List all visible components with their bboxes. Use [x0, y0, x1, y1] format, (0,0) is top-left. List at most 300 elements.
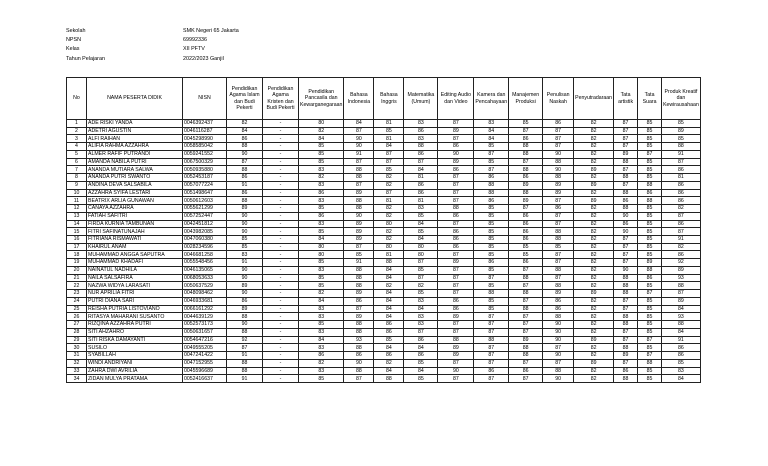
- score-cell: 88: [638, 197, 662, 205]
- score-cell: -: [263, 127, 299, 135]
- score-cell: 93: [662, 313, 701, 321]
- score-cell: 87: [344, 181, 374, 189]
- column-header: Pendidikan Agama Islam dan Budi Pekerti: [227, 78, 263, 120]
- student-name: FITRIANA RISMAWATI: [87, 236, 183, 244]
- nisn-cell: 0047241422: [183, 352, 227, 360]
- score-cell: 82: [374, 174, 404, 182]
- score-cell: 87: [662, 290, 701, 298]
- score-cell: 82: [574, 259, 614, 267]
- score-cell: 83: [404, 297, 438, 305]
- score-cell: 89: [509, 197, 543, 205]
- row-number: 34: [67, 375, 87, 383]
- student-name: SITI AHZAHRO: [87, 328, 183, 336]
- score-cell: 85: [509, 243, 543, 251]
- score-cell: 85: [638, 212, 662, 220]
- score-cell: -: [263, 174, 299, 182]
- nisn-cell: 0066161292: [183, 305, 227, 313]
- score-cell: 89: [574, 166, 614, 174]
- score-cell: 87: [662, 212, 701, 220]
- score-cell: 88: [227, 313, 263, 321]
- score-cell: 85: [638, 243, 662, 251]
- score-cell: 85: [299, 205, 344, 213]
- nisn-cell: 0043982085: [183, 228, 227, 236]
- student-name: SYABILLAH: [87, 352, 183, 360]
- row-number: 31: [67, 352, 87, 360]
- score-cell: 86: [509, 212, 543, 220]
- score-cell: 91: [227, 259, 263, 267]
- score-cell: 87: [404, 274, 438, 282]
- score-cell: 88: [344, 166, 374, 174]
- score-cell: 88: [509, 290, 543, 298]
- score-cell: 87: [543, 143, 574, 151]
- score-cell: 88: [509, 352, 543, 360]
- student-name: FATIAH SAFITRI: [87, 212, 183, 220]
- score-cell: 90: [543, 321, 574, 329]
- score-cell: 87: [543, 127, 574, 135]
- row-number: 18: [67, 251, 87, 259]
- score-cell: 82: [574, 305, 614, 313]
- score-cell: 88: [614, 344, 638, 352]
- score-cell: 85: [227, 243, 263, 251]
- score-cell: 88: [474, 181, 509, 189]
- score-cell: 87: [543, 197, 574, 205]
- table-row: [67, 290, 701, 298]
- nisn-cell: 0028234596: [183, 243, 227, 251]
- school-info-row: [66, 27, 239, 36]
- score-cell: 82: [574, 158, 614, 166]
- score-cell: 87: [509, 127, 543, 135]
- score-cell: 87: [344, 158, 374, 166]
- score-cell: -: [263, 143, 299, 151]
- score-cell: 87: [614, 143, 638, 151]
- column-header: Pendidikan Agama Kristen dan Budi Pekerti: [263, 78, 299, 120]
- score-cell: 85: [474, 158, 509, 166]
- nisn-cell: 0046933681: [183, 297, 227, 305]
- student-name: FITRI SAFINATUNAJAH: [87, 228, 183, 236]
- score-cell: 86: [662, 189, 701, 197]
- score-cell: 87: [543, 135, 574, 143]
- score-cell: 82: [574, 352, 614, 360]
- score-cell: 88: [344, 274, 374, 282]
- table-row: [67, 236, 701, 244]
- row-number: 10: [67, 189, 87, 197]
- score-cell: 87: [638, 150, 662, 158]
- score-cell: -: [263, 120, 299, 128]
- score-cell: 85: [638, 375, 662, 383]
- table-row: [67, 135, 701, 143]
- score-cell: 87: [614, 243, 638, 251]
- nisn-cell: 0051498647: [183, 189, 227, 197]
- score-cell: 82: [374, 228, 404, 236]
- score-cell: 90: [227, 274, 263, 282]
- score-cell: 87: [638, 352, 662, 360]
- info-value: XII PFTV: [183, 46, 205, 53]
- score-cell: 90: [614, 212, 638, 220]
- score-cell: 89: [574, 290, 614, 298]
- nisn-cell: 0047152955: [183, 359, 227, 367]
- score-cell: 87: [614, 127, 638, 135]
- score-cell: 82: [662, 205, 701, 213]
- score-cell: 82: [374, 212, 404, 220]
- column-header: Bahasa Indonesia: [344, 78, 374, 120]
- score-cell: 85: [638, 127, 662, 135]
- score-cell: 87: [614, 120, 638, 128]
- score-cell: 90: [614, 266, 638, 274]
- score-cell: 87: [614, 305, 638, 313]
- score-cell: 85: [299, 150, 344, 158]
- score-cell: 88: [614, 375, 638, 383]
- student-name: ADE RISKI YANDA: [87, 120, 183, 128]
- score-cell: 90: [543, 352, 574, 360]
- score-cell: -: [263, 236, 299, 244]
- nisn-cell: 0059241552: [183, 150, 227, 158]
- score-cell: 89: [662, 127, 701, 135]
- score-cell: 88: [543, 228, 574, 236]
- score-cell: 85: [509, 120, 543, 128]
- score-cell: 87: [474, 166, 509, 174]
- score-cell: 87: [474, 359, 509, 367]
- score-cell: 88: [438, 205, 474, 213]
- score-cell: 84: [404, 236, 438, 244]
- score-cell: 88: [344, 174, 374, 182]
- row-number: 9: [67, 181, 87, 189]
- nisn-cell: 0045596689: [183, 367, 227, 375]
- score-cell: 82: [574, 150, 614, 158]
- table-row: [67, 120, 701, 128]
- nisn-cell: 0052573173: [183, 321, 227, 329]
- score-cell: 87: [543, 251, 574, 259]
- info-label: Sekolah: [66, 28, 86, 34]
- score-cell: -: [263, 197, 299, 205]
- column-header: No: [67, 78, 87, 120]
- score-cell: 91: [227, 181, 263, 189]
- student-name: REISHA PUTRIA LISTOVIANO: [87, 305, 183, 313]
- score-cell: 87: [404, 158, 438, 166]
- score-cell: 90: [543, 166, 574, 174]
- row-number: 7: [67, 166, 87, 174]
- score-cell: 83: [404, 135, 438, 143]
- column-header: Manajemen Produksi: [509, 78, 543, 120]
- score-cell: -: [263, 328, 299, 336]
- score-cell: 87: [474, 352, 509, 360]
- table-row: [67, 205, 701, 213]
- score-cell: 88: [543, 313, 574, 321]
- score-cell: 81: [404, 174, 438, 182]
- score-cell: 87: [662, 158, 701, 166]
- score-cell: 83: [227, 251, 263, 259]
- score-cell: 84: [374, 266, 404, 274]
- score-cell: 80: [299, 120, 344, 128]
- score-cell: 80: [374, 243, 404, 251]
- nisn-cell: 0052416637: [183, 375, 227, 383]
- score-cell: 87: [227, 344, 263, 352]
- nisn-cell: 0046681258: [183, 251, 227, 259]
- score-cell: 85: [638, 297, 662, 305]
- score-cell: -: [263, 305, 299, 313]
- score-cell: 85: [474, 212, 509, 220]
- score-cell: 84: [299, 336, 344, 344]
- score-cell: 84: [404, 305, 438, 313]
- table-body: [67, 120, 701, 383]
- score-cell: 87: [474, 313, 509, 321]
- score-cell: 82: [574, 344, 614, 352]
- score-cell: 88: [227, 143, 263, 151]
- score-cell: 86: [543, 297, 574, 305]
- table-row: [67, 375, 701, 383]
- score-cell: 83: [299, 166, 344, 174]
- student-name: WINDI ANDRIYANI: [87, 359, 183, 367]
- score-cell: 86: [543, 305, 574, 313]
- score-cell: 90: [438, 367, 474, 375]
- score-cell: -: [263, 150, 299, 158]
- score-cell: 91: [662, 236, 701, 244]
- score-cell: 88: [509, 344, 543, 352]
- score-cell: -: [263, 158, 299, 166]
- score-cell: 82: [374, 236, 404, 244]
- score-cell: 88: [344, 205, 374, 213]
- student-name: ANDINA DEVA SALSABILA: [87, 181, 183, 189]
- score-cell: 86: [404, 352, 438, 360]
- row-number: 28: [67, 328, 87, 336]
- score-cell: 85: [638, 158, 662, 166]
- score-cell: 82: [574, 236, 614, 244]
- column-header: Penyutradaraan: [574, 78, 614, 120]
- score-cell: 92: [227, 336, 263, 344]
- row-number: 22: [67, 282, 87, 290]
- score-cell: 86: [662, 181, 701, 189]
- score-cell: 85: [404, 375, 438, 383]
- score-cell: 86: [438, 236, 474, 244]
- score-cell: 88: [614, 282, 638, 290]
- score-cell: 83: [299, 305, 344, 313]
- score-cell: 89: [227, 305, 263, 313]
- score-cell: 86: [543, 120, 574, 128]
- score-cell: 87: [438, 282, 474, 290]
- score-cell: 89: [344, 220, 374, 228]
- score-cell: 88: [227, 197, 263, 205]
- score-cell: 87: [404, 328, 438, 336]
- score-cell: 82: [374, 282, 404, 290]
- row-number: 13: [67, 212, 87, 220]
- score-cell: 84: [374, 344, 404, 352]
- score-cell: 87: [614, 236, 638, 244]
- score-cell: -: [263, 135, 299, 143]
- score-cell: 80: [374, 220, 404, 228]
- student-name: AZZAHRA SYIFA LESTARI: [87, 189, 183, 197]
- score-cell: 88: [614, 313, 638, 321]
- score-cell: 85: [662, 120, 701, 128]
- score-cell: 83: [474, 120, 509, 128]
- score-cell: 90: [227, 266, 263, 274]
- score-cell: 89: [662, 297, 701, 305]
- score-cell: 91: [662, 336, 701, 344]
- score-cell: -: [263, 344, 299, 352]
- score-cell: 86: [474, 259, 509, 267]
- score-cell: 82: [574, 266, 614, 274]
- table-row: [67, 220, 701, 228]
- score-cell: 84: [662, 375, 701, 383]
- column-header: Bahasa Inggris: [374, 78, 404, 120]
- score-cell: 86: [509, 259, 543, 267]
- score-cell: 81: [374, 135, 404, 143]
- row-number: 27: [67, 321, 87, 329]
- score-cell: 87: [543, 274, 574, 282]
- score-cell: 86: [509, 220, 543, 228]
- score-cell: -: [263, 321, 299, 329]
- info-value: SMK Negeri 65 Jakarta: [183, 28, 239, 34]
- score-cell: 88: [344, 266, 374, 274]
- table-row: [67, 313, 701, 321]
- score-cell: 87: [614, 297, 638, 305]
- score-cell: 87: [474, 150, 509, 158]
- score-cell: 86: [474, 174, 509, 182]
- score-cell: 85: [638, 228, 662, 236]
- score-cell: -: [263, 367, 299, 375]
- column-header: NISN: [183, 78, 227, 120]
- score-cell: 82: [574, 367, 614, 375]
- header-row: [67, 78, 701, 120]
- score-cell: 88: [614, 205, 638, 213]
- score-cell: 85: [638, 367, 662, 375]
- score-cell: -: [263, 352, 299, 360]
- score-cell: 90: [227, 212, 263, 220]
- score-cell: 85: [638, 236, 662, 244]
- score-cell: 87: [614, 359, 638, 367]
- score-cell: 85: [404, 212, 438, 220]
- score-cell: 81: [662, 174, 701, 182]
- score-cell: 90: [227, 290, 263, 298]
- score-cell: 88: [543, 158, 574, 166]
- score-cell: 89: [227, 205, 263, 213]
- score-cell: 87: [438, 321, 474, 329]
- student-name: ANANDA PUTRI SWANTO: [87, 174, 183, 182]
- score-cell: 89: [543, 189, 574, 197]
- score-cell: 87: [614, 181, 638, 189]
- score-cell: 82: [404, 282, 438, 290]
- score-cell: 85: [344, 251, 374, 259]
- score-cell: 85: [404, 228, 438, 236]
- score-cell: 82: [299, 127, 344, 135]
- score-cell: 85: [474, 205, 509, 213]
- score-cell: 84: [662, 328, 701, 336]
- score-cell: 82: [574, 174, 614, 182]
- score-cell: 88: [374, 259, 404, 267]
- column-header: Matematika (Umum): [404, 78, 438, 120]
- student-name: BEATRIX ARLIA GUNAWAN: [87, 197, 183, 205]
- score-cell: 91: [227, 375, 263, 383]
- table-row: [67, 259, 701, 267]
- table-row: [67, 282, 701, 290]
- score-cell: 87: [543, 220, 574, 228]
- score-cell: 90: [227, 150, 263, 158]
- score-cell: 85: [638, 344, 662, 352]
- score-cell: 86: [438, 243, 474, 251]
- score-cell: 91: [662, 150, 701, 158]
- nisn-cell: 0050631657: [183, 328, 227, 336]
- row-number: 29: [67, 336, 87, 344]
- score-cell: 87: [374, 158, 404, 166]
- score-cell: 90: [344, 212, 374, 220]
- score-cell: 86: [614, 197, 638, 205]
- score-cell: 82: [227, 120, 263, 128]
- student-name: ALIFIA RAHMA AZZAHRA: [87, 143, 183, 151]
- score-cell: 82: [574, 274, 614, 282]
- score-cell: 87: [438, 375, 474, 383]
- score-cell: 87: [438, 197, 474, 205]
- score-cell: 89: [344, 236, 374, 244]
- school-info-row: [66, 55, 239, 64]
- table-row: [67, 127, 701, 135]
- score-cell: -: [263, 220, 299, 228]
- score-cell: 87: [509, 321, 543, 329]
- score-cell: 85: [227, 236, 263, 244]
- score-cell: 85: [299, 228, 344, 236]
- nisn-cell: 0050612603: [183, 197, 227, 205]
- score-cell: 84: [374, 367, 404, 375]
- nisn-cell: 0057077224: [183, 181, 227, 189]
- score-cell: 81: [374, 197, 404, 205]
- score-cell: 88: [509, 166, 543, 174]
- score-cell: 85: [474, 220, 509, 228]
- score-cell: 87: [509, 205, 543, 213]
- score-cell: 86: [404, 150, 438, 158]
- score-cell: 82: [574, 212, 614, 220]
- score-cell: 88: [344, 282, 374, 290]
- score-cell: 87: [344, 127, 374, 135]
- score-cell: 82: [574, 328, 614, 336]
- table-row: [67, 166, 701, 174]
- nisn-cell: 0046392437: [183, 120, 227, 128]
- score-cell: 86: [509, 174, 543, 182]
- score-cell: 82: [374, 205, 404, 213]
- score-cell: 86: [638, 274, 662, 282]
- score-cell: 85: [662, 135, 701, 143]
- score-cell: 93: [344, 336, 374, 344]
- score-cell: 85: [474, 143, 509, 151]
- score-cell: 85: [474, 282, 509, 290]
- score-cell: 86: [662, 220, 701, 228]
- nisn-cell: 0044639129: [183, 313, 227, 321]
- student-name: CANAYA AZZAHRA: [87, 205, 183, 213]
- score-cell: 80: [404, 243, 438, 251]
- score-cell: 82: [574, 251, 614, 259]
- score-cell: -: [263, 251, 299, 259]
- score-cell: 84: [404, 220, 438, 228]
- score-cell: 85: [299, 274, 344, 282]
- row-number: 17: [67, 243, 87, 251]
- student-name: ANANDA MUTIARA SALWA: [87, 166, 183, 174]
- score-cell: 83: [299, 328, 344, 336]
- school-info-row: [66, 45, 239, 54]
- score-cell: 82: [574, 321, 614, 329]
- score-cell: 82: [574, 375, 614, 383]
- score-cell: 88: [638, 181, 662, 189]
- score-cell: 93: [662, 274, 701, 282]
- score-cell: 83: [299, 220, 344, 228]
- score-cell: 88: [344, 344, 374, 352]
- score-cell: 89: [438, 344, 474, 352]
- score-cell: 86: [509, 228, 543, 236]
- score-cell: 84: [662, 305, 701, 313]
- score-cell: 87: [474, 375, 509, 383]
- score-cell: 87: [474, 321, 509, 329]
- score-cell: 82: [574, 205, 614, 213]
- score-cell: 86: [344, 297, 374, 305]
- score-cell: 84: [374, 313, 404, 321]
- score-cell: 88: [474, 290, 509, 298]
- column-header: Tata Suara: [638, 78, 662, 120]
- score-cell: 88: [509, 305, 543, 313]
